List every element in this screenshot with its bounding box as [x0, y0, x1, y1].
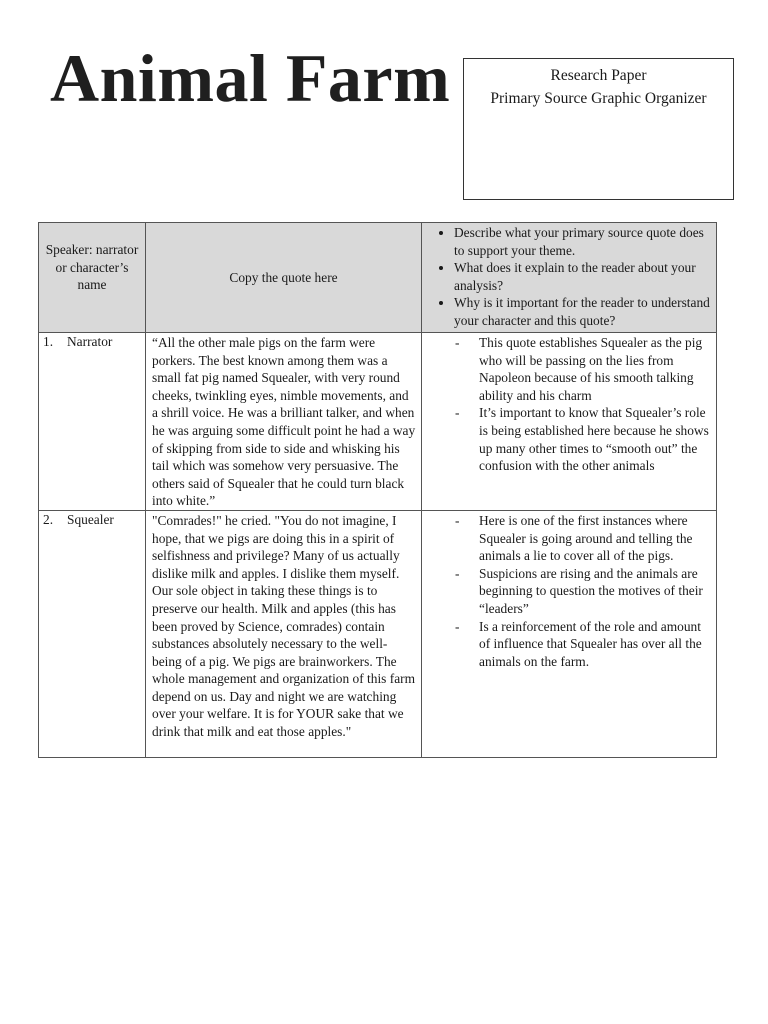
speaker-cell: [39, 510, 146, 757]
table-row: [39, 333, 717, 511]
header-analysis-item: • Why is it important for the reader to understand your character and this quote?: [454, 294, 711, 329]
speaker-name: Narrator: [67, 334, 113, 349]
analysis-item: - This quote establishes Squealer as the pig who will be passing on the lies from Napoleon because of his smooth talking ability and his charm: [455, 335, 703, 403]
row-number: 2.: [43, 511, 54, 527]
analysis-cell: [422, 510, 717, 757]
analysis-list: [427, 333, 711, 475]
analysis-item: - Here is one of the first instances where Squealer is going around and telling the animals a lie to cover all of the pigs.: [455, 512, 693, 564]
quote-cell: “All the other male pigs on the farm were porkers. The best known among them was a small fat pig named Squealer, with very round cheeks, twinkling eyes, nimble movements, and a shrill voice. He was a brilliant talker, and when he was arguing some difficult point he had a way of skipping from side to side and whisking his tail which was somehow very persuasive. The others said of Squealer that he could turn black into white.”: [146, 333, 422, 511]
analysis-cell: [422, 333, 717, 511]
speaker-cell: [39, 333, 146, 511]
table-header-row: [39, 223, 717, 333]
quote-cell: "Comrades!" he cried. "You do not imagine, I hope, that we pigs are doing this in a spirit of selfishness and privilege? Many of us actually dislike milk and apples. I dislike them myself. Our sole object in taking these things is to preserve our health. Milk and apples (this has been proved by Science, comrades) contain substances absolutely necessary to the well-being of a pig. We pigs are brainworkers. The whole management and organization of this farm depend on us. Day and night we are watching over your welfare. It is for YOUR sake that we drink that milk and eat those apples.": [146, 510, 422, 757]
analysis-list: [427, 511, 711, 670]
header-analysis-item: • What does it explain to the reader about your analysis?: [454, 259, 711, 294]
analysis-item: - Is a reinforcement of the role and amount of influence that Squealer has over all the animals on the farm.: [455, 618, 702, 669]
header-quote: Copy the quote here: [146, 223, 422, 333]
info-box-heading: Research Paper: [550, 67, 647, 84]
info-box-subheading: Primary Source Graphic Organizer: [490, 90, 707, 107]
header-speaker: Speaker: narrator or character’s name: [39, 223, 146, 333]
info-box: [463, 58, 734, 200]
table-row: [39, 510, 717, 757]
graphic-organizer-table: [38, 222, 717, 758]
analysis-item: - It’s important to know that Squealer’s role is being established here because he shows up many other times to “smooth out” the confusion with the other animals: [455, 405, 709, 474]
row-number: 1.: [43, 334, 54, 349]
header-analysis-item: • Describe what your primary source quote does to support your theme.: [454, 224, 711, 259]
page-title: Animal Farm: [50, 40, 451, 116]
speaker-name: Squealer: [67, 511, 114, 527]
header-analysis: [422, 223, 717, 333]
analysis-item: - Suspicions are rising and the animals are beginning to question the motives of their “leaders”: [455, 565, 703, 616]
header-analysis-list: [427, 223, 711, 330]
